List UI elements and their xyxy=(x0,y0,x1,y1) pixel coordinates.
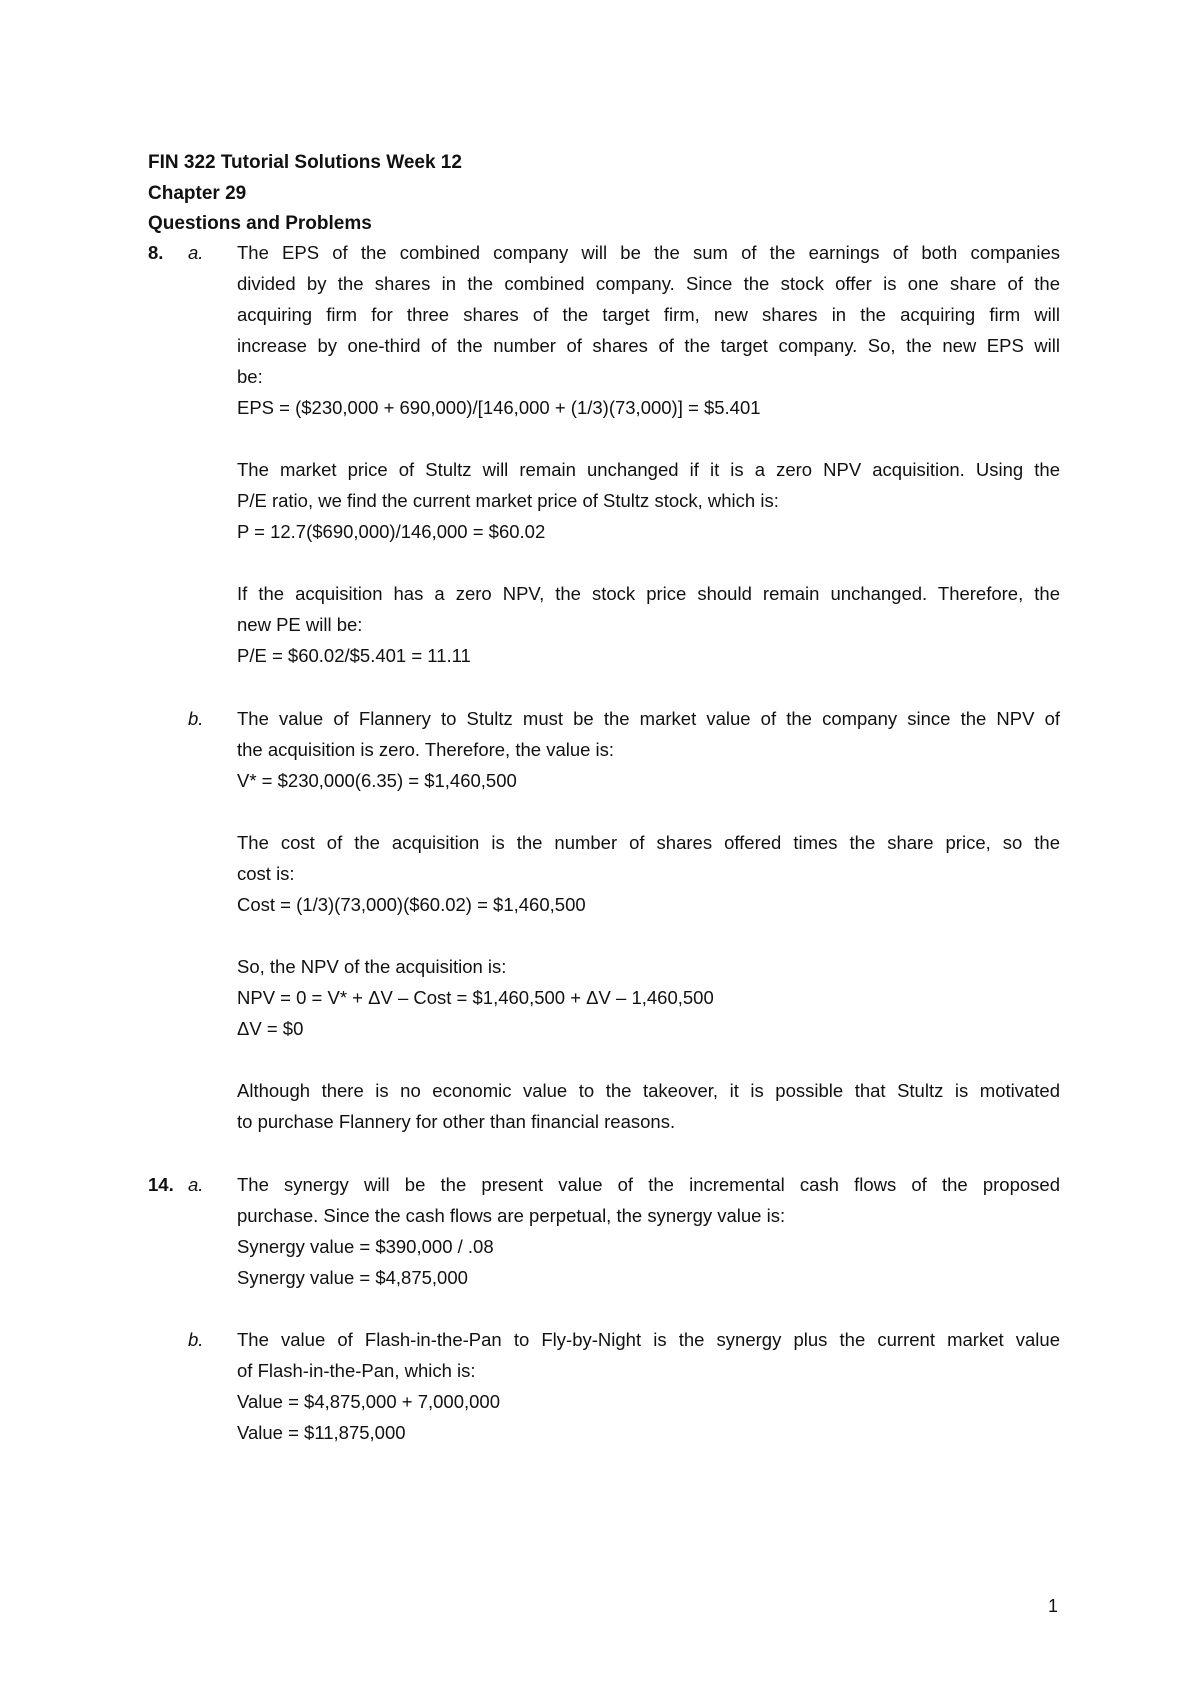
q8b-line: The value of Flannery to Stultz must be the market value of the company since the NPV of xyxy=(237,708,1060,729)
q8b-formula-value: V* = $230,000(6.35) = $1,460,500 xyxy=(237,770,517,791)
q8a-formula-eps: EPS = ($230,000 + 690,000)/[146,000 + (1/3)(73,000)] = $5.401 xyxy=(237,397,761,418)
q8a-line: If the acquisition has a zero NPV, the stock price should remain unchanged. Therefore, the xyxy=(237,583,1060,604)
q8a-line: The EPS of the combined company will be the sum of the earnings of both companies xyxy=(237,242,1060,263)
q14b-line: The value of Flash-in-the-Pan to Fly-by-Night is the synergy plus the current market value xyxy=(237,1329,1060,1350)
q14a-formula: Synergy value = $4,875,000 xyxy=(237,1267,468,1288)
q8b-formula-npv: NPV = 0 = V* + ΔV – Cost = $1,460,500 + ΔV – 1,460,500 xyxy=(237,987,714,1008)
question-14a-letter: a. xyxy=(188,1174,204,1195)
q8a-line: P/E ratio, we find the current market price of Stultz stock, which is: xyxy=(237,490,779,511)
question-14b-letter: b. xyxy=(188,1329,204,1350)
q8b-line: The cost of the acquisition is the number of shares offered times the share price, so the xyxy=(237,832,1060,853)
q8b-formula-delta-v: ΔV = $0 xyxy=(237,1018,304,1039)
q8b-formula-cost: Cost = (1/3)(73,000)($60.02) = $1,460,500 xyxy=(237,894,586,915)
q8b-line: So, the NPV of the acquisition is: xyxy=(237,956,507,977)
page-number: 1 xyxy=(1048,1596,1059,1616)
question-8-number: 8. xyxy=(148,242,164,263)
q8b-line: Although there is no economic value to the takeover, it is possible that Stultz is motivated xyxy=(237,1080,1060,1101)
chapter-heading: Chapter 29 xyxy=(148,183,247,204)
q8a-line: new PE will be: xyxy=(237,614,363,635)
question-8b-letter: b. xyxy=(188,708,204,729)
q14b-formula: Value = $4,875,000 + 7,000,000 xyxy=(237,1391,501,1412)
q14a-formula: Synergy value = $390,000 / .08 xyxy=(237,1236,494,1257)
question-14-number: 14. xyxy=(148,1174,174,1195)
q8a-line: divided by the shares in the combined company. Since the stock offer is one share of the xyxy=(237,273,1060,294)
q14a-line: purchase. Since the cash flows are perpetual, the synergy value is: xyxy=(237,1205,786,1226)
q8a-line: The market price of Stultz will remain unchanged if it is a zero NPV acquisition. Using the xyxy=(237,459,1060,480)
q14a-line: The synergy will be the present value of the incremental cash flows of the proposed xyxy=(237,1174,1060,1195)
q8a-formula-pe: P/E = $60.02/$5.401 = 11.11 xyxy=(237,645,471,666)
q8a-line: be: xyxy=(237,366,263,387)
q8a-formula-price: P = 12.7($690,000)/146,000 = $60.02 xyxy=(237,521,546,542)
question-8a-letter: a. xyxy=(188,242,204,263)
q8b-line: the acquisition is zero. Therefore, the value is: xyxy=(237,739,615,760)
q8b-line: cost is: xyxy=(237,863,295,884)
q8a-line: increase by one-third of the number of shares of the target company. So, the new EPS will xyxy=(237,335,1060,356)
q8a-line: acquiring firm for three shares of the target firm, new shares in the acquiring firm will xyxy=(237,304,1060,325)
section-heading: Questions and Problems xyxy=(148,213,372,234)
q14b-formula: Value = $11,875,000 xyxy=(237,1422,406,1443)
q8b-line: to purchase Flannery for other than financial reasons. xyxy=(237,1111,676,1132)
document-title: FIN 322 Tutorial Solutions Week 12 xyxy=(148,152,462,173)
q14b-line: of Flash-in-the-Pan, which is: xyxy=(237,1360,476,1381)
